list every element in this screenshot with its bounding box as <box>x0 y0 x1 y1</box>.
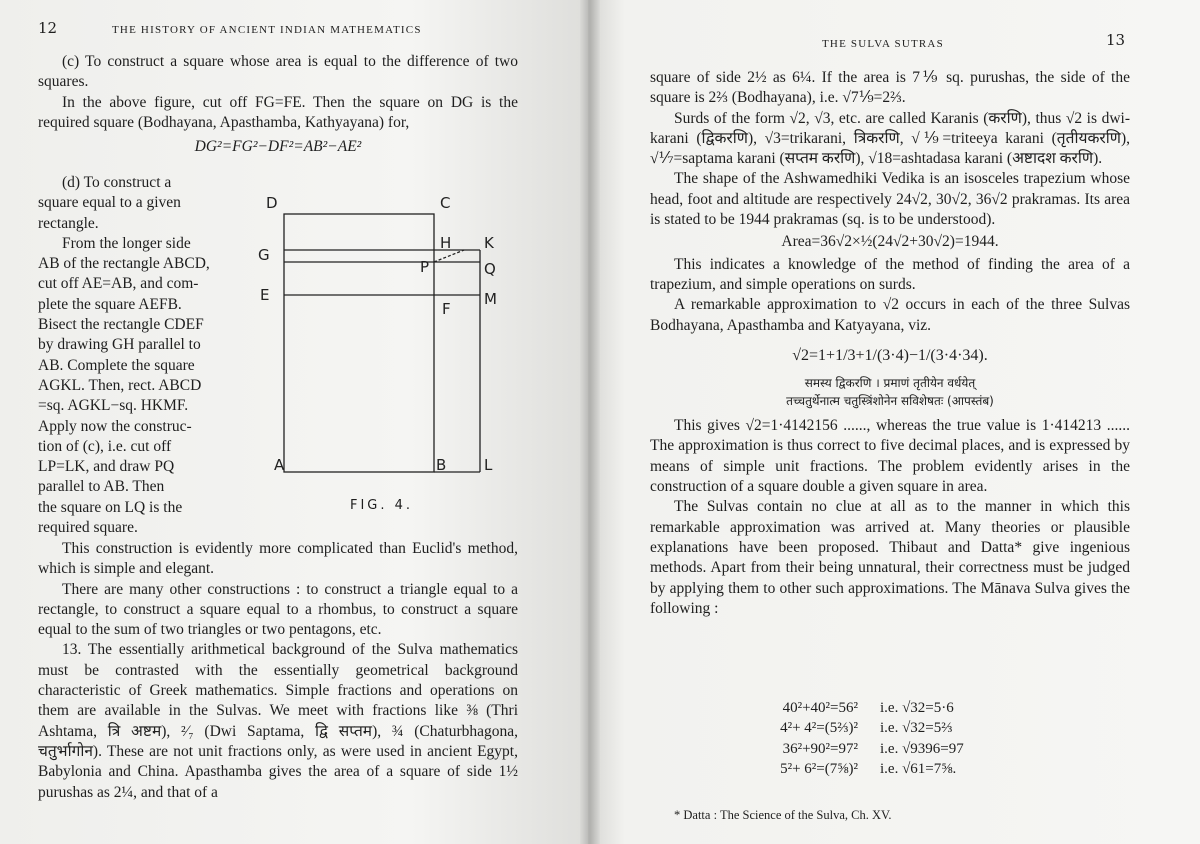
paragraph: square of side 2½ as 6¼. If the area is 7⅑ sq. purushas, the side of the square is 2⅔ (Bodhayana), i.e. √7⅑=2⅔. <box>650 69 1130 107</box>
label-m: M <box>484 290 497 308</box>
label-g: G <box>258 246 270 264</box>
sqrt2-equation: √2=1+1/3+1/(3·4)−1/(3·4·34). <box>792 346 988 364</box>
manava-list <box>718 698 964 779</box>
figure-4 <box>250 190 520 480</box>
paragraph: This indicates a knowledge of the method of finding the area of a trapezium, and simple operations on surds. <box>650 255 1130 293</box>
footnote: * Datta : The Science of the Sulva, Ch. XV. <box>674 808 892 822</box>
paragraph: This gives √2=1·4142156 ......, whereas the true value is 1·414213 ...... The approximation is thus correct to five decimal places, and is expressed by means of simple unit fractions. The problem evidently arises in the construction of a square double a given square in area. <box>650 417 1130 496</box>
text-line: (d) To construct a <box>62 174 172 191</box>
label-c: C <box>440 194 451 212</box>
sanskrit-line: तच्चतुर्थेनात्म चतुस्त्रिंशोनेन सविशेषतः (आपस्तंब) <box>786 394 994 409</box>
list-item <box>718 698 964 718</box>
paragraph: 13. The essentially arithmetical background of the Sulva mathematics must be contrasted with the essentially geometrical background characteristic of Greek mathematics. Simple fractions and operations on them are available in the Sulvas. We meet with fractions like ⅜ (Thri Ashtama, त्रि अष्टम), ²⁄₇ (Dwi Saptama, द्वि सप्तम), ¾ (Chaturbhagona, चतुर्भागोन). These are not unit fractions only, as were used in ancient Egypt, Babylonia and China. Apasthamba gives the area of a square of side 1½ purushas as 2¼, and that of a <box>38 641 518 801</box>
text-line: by drawing GH parallel to <box>38 336 201 354</box>
sanskrit-line: समस्य द्विकरणि । प्रमाणं तृतीयेन वर्धयेत् <box>804 376 976 391</box>
right-page <box>588 0 1200 844</box>
list-result: i.e. √32=5⅔ <box>880 720 953 737</box>
text-line: Apply now the construc- <box>38 417 192 435</box>
label-h: H <box>440 234 452 252</box>
label-b: B <box>436 456 447 474</box>
paragraph: A remarkable approximation to √2 occurs in each of the three Sulvas Bodhayana, Apasthamba and Katyayana, viz. <box>650 296 1130 334</box>
paragraph: The Sulvas contain no clue at all as to the manner in which this remarkable approximation was arrived at. Many theories or plausible explanations have been proposed. Thibaut and Datta* give ingenious methods. Apart from their being unnatural, their correctness must be judged by applying them to other such approximations. The Mānava Sulva gives the following : <box>650 498 1130 617</box>
text-line: LP=LK, and draw PQ <box>38 458 175 476</box>
text-line: the square on LQ is the <box>38 498 183 516</box>
list-equation: 40²+40²=56² <box>782 700 858 716</box>
paragraph: In the above figure, cut off FG=FE. Then the square on DG is the required square (Bodhayana, Apasthamba, Kathyayana) for, <box>38 93 518 131</box>
text-line: square equal to a given <box>38 194 181 212</box>
label-q: Q <box>484 260 496 278</box>
label-d: D <box>266 194 278 212</box>
left-page <box>0 0 588 844</box>
list-equation: 36²+90²=97² <box>782 740 858 757</box>
text-line: AB. Complete the square <box>38 356 195 374</box>
paragraph: The shape of the Ashwamedhiki Vedika is an isosceles trapezium whose head, foot and altitude are respectively 24√2, 30√2, 36√2 prakramas. Its area is stated to be 1944 prakramas (sq. is to be understood). <box>650 170 1130 229</box>
text-line: AGKL. Then, rect. ABCD <box>38 376 202 394</box>
label-f: F <box>442 300 451 318</box>
paragraph: There are many other constructions : to construct a triangle equal to a rectangle, to construct a square equal to a rhombus, to construct a square equal to the sum of two triangles or two pentagons, etc. <box>38 580 518 639</box>
book-gutter <box>580 0 600 844</box>
running-head: THE SULVA SUTRAS <box>822 38 944 50</box>
text-line: required square. <box>38 519 138 537</box>
text-line: AB of the rectangle ABCD, <box>38 255 210 273</box>
list-item <box>718 759 964 779</box>
side-text <box>38 173 232 538</box>
text-line: plete the square AEFB. <box>38 295 182 313</box>
text-line: parallel to AB. Then <box>38 478 165 496</box>
paragraph: This construction is evidently more complicated than Euclid's method, which is simple and elegant. <box>38 540 518 578</box>
running-head: THE HISTORY OF ANCIENT INDIAN MATHEMATICS <box>112 24 422 36</box>
list-result: i.e. √9396=97 <box>880 740 964 757</box>
label-p: P <box>420 258 430 276</box>
top-text <box>38 52 518 157</box>
area-equation: Area=36√2×½(24√2+30√2)=1944. <box>781 233 999 251</box>
paragraph: Surds of the form √2, √3, etc. are called Karanis (करणि), thus √2 is dwi-karani (द्विकरणि), √3=trikarani, त्रिकरणि, √⅑=triteeya karani (तृतीयकरणि), √⅐=saptama karani (सप्तम करणि), √18=ashtadasa karani (अष्टादश करणि). <box>650 109 1130 168</box>
text-line: Bisect the rectangle CDEF <box>38 316 204 334</box>
list-item <box>718 739 964 759</box>
list-equation: 4²+ 4²=(5⅔)² <box>780 720 858 737</box>
list-equation: 5²+ 6²=(7⅝)² <box>780 760 858 777</box>
text-line: tion of (c), i.e. cut off <box>38 437 172 455</box>
figure-caption: FIG. 4. <box>350 498 414 513</box>
right-text-top <box>650 68 1130 619</box>
rectangle-abcd <box>284 214 434 472</box>
label-l: L <box>484 456 493 474</box>
text-line: From the longer side <box>62 234 191 252</box>
list-result: i.e. √32=5·6 <box>880 700 954 716</box>
text-line: rectangle. <box>38 214 99 232</box>
page-number: 13 <box>1106 31 1126 49</box>
list-item <box>718 718 964 738</box>
equation: DG²=FG²−DF²=AB²−AE² <box>194 138 362 156</box>
text-line: =sq. AGKL−sq. HKMF. <box>38 397 189 415</box>
label-k: K <box>484 234 494 252</box>
list-result: i.e. √61=7⅝. <box>880 760 957 777</box>
paragraph: (c) To construct a square whose area is equal to the difference of two squares. <box>38 53 518 91</box>
bottom-text <box>38 539 518 803</box>
page-number: 12 <box>38 19 58 37</box>
label-e: E <box>260 286 270 304</box>
text-line: cut off AE=AB, and com- <box>38 275 199 293</box>
label-a: A <box>274 456 285 474</box>
